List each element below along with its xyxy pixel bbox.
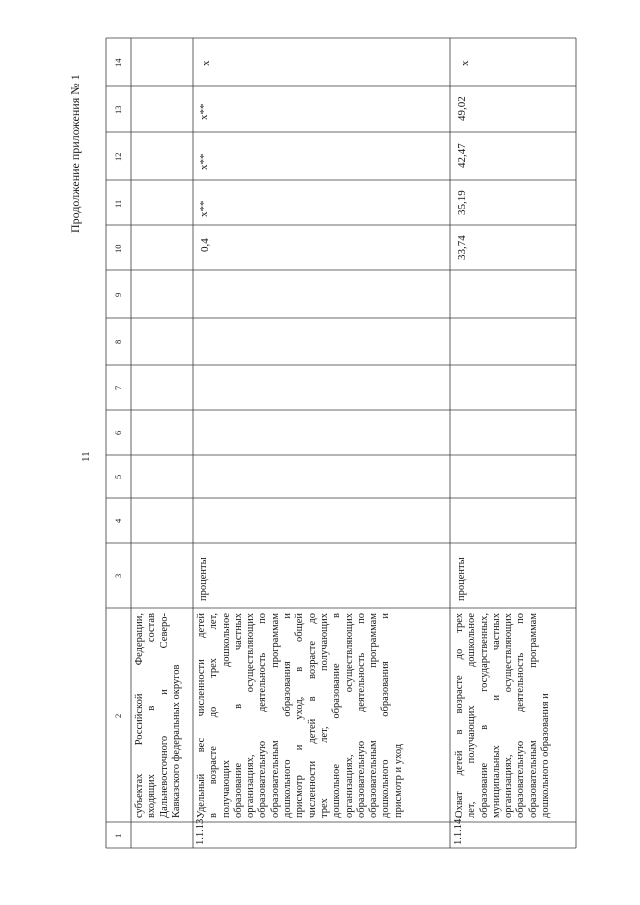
- unit-label: проценты: [198, 557, 209, 601]
- column-number-6: 6: [113, 430, 123, 435]
- text-line: численности детей в возрасте до: [306, 613, 318, 818]
- column-number-7: 7: [113, 385, 123, 390]
- text-line: образование в частных: [232, 613, 244, 818]
- text-line: лет, получающих дошкольное: [466, 613, 478, 818]
- text-line: образовательную деятельность по: [257, 613, 269, 818]
- row-id: 1.1.14.: [453, 816, 464, 845]
- text-line: дошкольного образования и: [282, 613, 294, 818]
- column-number-14: 14: [113, 58, 123, 67]
- value-col-10: 33,74: [456, 235, 468, 260]
- text-line: входящих в состав: [146, 613, 158, 818]
- text-line: образовательным программам: [527, 613, 539, 818]
- text-line: Кавказского федеральных округов: [170, 664, 182, 818]
- indicator-text: [134, 613, 183, 818]
- text-line: Дальневосточного и Северо-: [158, 613, 170, 818]
- column-number-4: 4: [113, 518, 123, 523]
- text-line: образование в государственных,: [478, 613, 490, 818]
- text-line: присмотр и уход: [392, 743, 404, 818]
- text-line: муниципальных и частных: [490, 613, 502, 818]
- value-col-10: 0,4: [199, 238, 211, 252]
- value-col-14: х: [200, 60, 212, 66]
- unit-label: проценты: [456, 557, 467, 601]
- column-number-5: 5: [113, 474, 123, 479]
- text-line: Удельный вес численности детей: [196, 613, 207, 818]
- column-number-13: 13: [113, 105, 123, 114]
- indicator-text: [196, 613, 405, 818]
- header-title: Продолжение приложения № 1: [68, 74, 82, 233]
- column-number-2: 2: [113, 713, 123, 718]
- text-line: организациях, осуществляющих: [245, 613, 257, 818]
- text-line: получающих дошкольное: [220, 613, 232, 818]
- text-line: образовательную деятельность по: [515, 613, 527, 818]
- text-line: Охват детей в возрасте до трех: [454, 613, 465, 818]
- text-line: субъектах Российской Федерации,: [134, 613, 145, 818]
- value-col-14: х: [459, 60, 471, 66]
- column-number-1: 1: [113, 833, 123, 838]
- indicator-text: [454, 613, 552, 818]
- text-line: дошкольного образования и: [380, 613, 392, 818]
- value-col-11: 35,19: [456, 190, 468, 215]
- column-number-11: 11: [113, 199, 123, 208]
- value-col-13: 49,02: [456, 96, 468, 121]
- column-number-12: 12: [113, 152, 123, 161]
- text-line: организациях, осуществляющих: [343, 613, 355, 818]
- text-line: образовательным программам: [368, 613, 380, 818]
- text-line: присмотр и уход, в общей: [294, 613, 306, 818]
- text-line: дошкольного образования и: [540, 693, 552, 818]
- text-line: дошкольное образование в: [331, 613, 343, 818]
- value-col-12: х**: [198, 153, 210, 170]
- page-number: 11: [80, 451, 92, 462]
- column-number-9: 9: [113, 292, 123, 297]
- column-number-10: 10: [113, 244, 123, 253]
- text-line: организациях, осуществляющих: [503, 613, 515, 818]
- column-number-3: 3: [113, 573, 123, 578]
- text-line: в возрасте до трех лет,: [208, 613, 220, 818]
- column-number-8: 8: [113, 339, 123, 344]
- text-line: образовательным программам: [269, 613, 281, 818]
- text-line: образовательную деятельность по: [355, 613, 367, 818]
- value-col-11: х**: [198, 200, 210, 217]
- value-col-12: 42,47: [456, 143, 468, 168]
- value-col-13: х**: [198, 103, 210, 120]
- text-line: трех лет, получающих: [318, 613, 330, 818]
- row-id: 1.1.13.: [195, 816, 206, 845]
